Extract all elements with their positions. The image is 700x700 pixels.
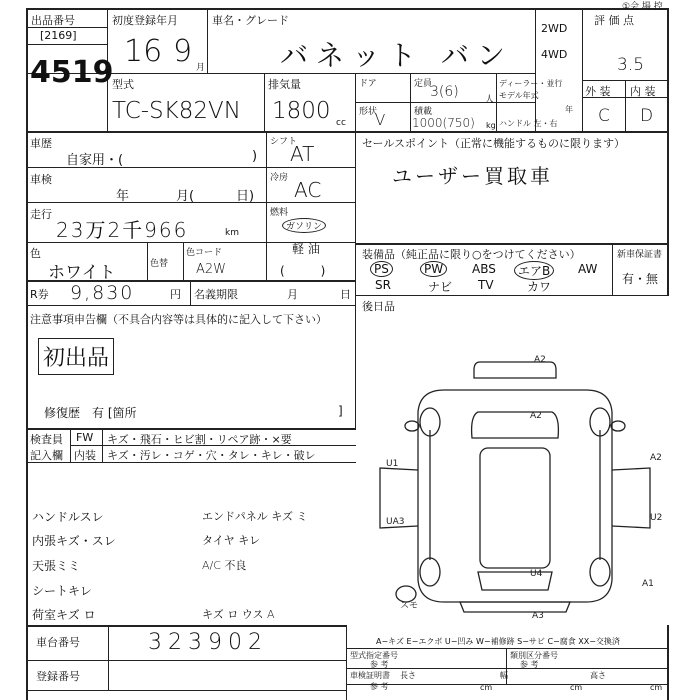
reg-expire-month: 月: [287, 288, 298, 301]
fuel-gasoline: ガソリン: [282, 218, 326, 233]
mark-a1: A1: [642, 579, 654, 589]
chassis-label: 車台番号: [36, 636, 80, 649]
notes-stamp: 初出品: [38, 338, 114, 375]
height-label: 高さ: [590, 671, 606, 680]
reg-label: 初度登録年月: [112, 14, 178, 27]
mark-a3: A3: [532, 611, 544, 621]
equip-aw: AW: [578, 262, 598, 276]
postdate-label: 後日品: [362, 300, 395, 313]
score-label: 評 価 点: [594, 14, 634, 27]
shift-value: AT: [290, 142, 315, 166]
drive-2wd: 2WD: [541, 22, 568, 35]
shift-label: シフト: [270, 137, 298, 147]
notes-label: 注意事項申告欄（不具合内容等は具体的に記入して下さい）: [30, 313, 327, 326]
disp-label: 排気量: [268, 78, 301, 91]
note-5: 荷室キズ ロ: [32, 608, 96, 622]
fw-label: FW: [76, 431, 94, 444]
fw-text: キズ・飛石・ヒビ割・リペア跡・×要: [107, 433, 292, 446]
type-cert-label: 型式指定番号: [350, 651, 398, 660]
mark-u4: U4: [530, 569, 543, 579]
width-label: 幅: [500, 671, 508, 680]
recycle-label: R券: [30, 288, 49, 301]
veh-label: 車検証明書: [350, 671, 390, 680]
height-cm: cm: [650, 683, 663, 692]
ac-label: 冷房: [270, 173, 289, 183]
door-label: ドア: [359, 79, 377, 89]
int-insp-text: キズ・汚レ・コゲ・穴・タレ・キレ・破レ: [107, 449, 316, 462]
note-4: シートキレ: [32, 584, 92, 598]
history-value: 自家用・(: [66, 153, 124, 168]
width-cm: cm: [570, 683, 583, 692]
equip-pw: PW: [420, 261, 447, 277]
inspect-label: 車検: [30, 173, 52, 186]
int-insp-label: 内装: [74, 449, 96, 462]
history-label: 車歴: [30, 137, 52, 150]
inspect-year: 年: [116, 189, 130, 204]
reg-year: 16: [124, 34, 163, 69]
color-code-label: 色コード: [186, 248, 223, 258]
recycle-value: 9,830: [70, 282, 135, 304]
ac-value: AC: [294, 178, 322, 202]
mark-u2: U2: [650, 513, 663, 523]
shape-value: V: [375, 111, 386, 129]
cap-value: 3(6): [430, 84, 459, 100]
lot-sub: [2169]: [40, 29, 77, 42]
inspect-day: 日): [236, 189, 255, 204]
disp-unit: cc: [336, 118, 346, 128]
recycle-unit: 円: [170, 288, 181, 301]
equip-abs: ABS: [472, 262, 496, 276]
year-unit: 年: [565, 105, 573, 114]
fuel-other: ( ): [280, 264, 326, 278]
reg-month-unit: 月: [196, 63, 206, 73]
mileage-value: 23万2千966: [56, 218, 189, 242]
color-change: 色替: [150, 259, 169, 269]
inspector-label-2: 記入欄: [30, 449, 63, 462]
equip-airbag: エアB: [514, 261, 554, 280]
top-right-label: ①会 場 控: [622, 2, 663, 12]
lot-number: 4519: [30, 55, 114, 90]
note-2: 内張キズ・スレ: [32, 534, 116, 548]
int-value: D: [640, 106, 654, 126]
handle-label: ハンドル 左・右: [499, 119, 558, 128]
color-value: ホワイト: [48, 263, 116, 283]
load-unit: kg: [486, 121, 496, 130]
sales-label: セールスポイント（正常に機能するものに限ります）: [362, 137, 626, 150]
equip-sr: SR: [375, 278, 391, 292]
drive-4wd: 4WD: [541, 48, 568, 61]
cap-unit: 人: [485, 95, 495, 105]
equip-leather: カワ: [527, 280, 552, 294]
equip-tv: TV: [478, 278, 494, 292]
repair-close: ]: [338, 404, 343, 418]
mark-a2-right: A2: [650, 453, 662, 463]
score-value: 3.5: [617, 55, 645, 75]
note-right-2: タイヤ キレ: [202, 534, 261, 547]
name-value: バネット バン: [280, 39, 513, 72]
lot-label: 出品番号: [31, 14, 75, 27]
color-label: 色: [30, 247, 41, 260]
inspect-month: 月(: [176, 189, 195, 204]
fuel-diesel: 軽 油: [292, 242, 320, 256]
ext-value: C: [598, 106, 610, 126]
name-label: 車名・グレード: [212, 14, 289, 27]
note-right-5: キズ ロ ウス A: [202, 608, 275, 621]
color-code-value: A2W: [196, 262, 227, 277]
length-label: 長さ: [400, 671, 416, 680]
mileage-label: 走行: [30, 208, 52, 221]
ext-label: 外 装: [585, 85, 611, 98]
veh-ref: 参 考: [370, 682, 389, 691]
repair-label: 修復歴 有 [箇所: [44, 406, 137, 420]
cat-ref: 参 考: [520, 660, 539, 669]
history-close: ): [252, 149, 258, 164]
note-right-3: A/C 不良: [202, 559, 247, 572]
type-cert-ref: 参 考: [370, 660, 389, 669]
mark-u1: U1: [386, 459, 399, 469]
car-damage-diagram: [360, 350, 668, 622]
fuel-label: 燃料: [270, 208, 289, 218]
equip-ps: PS: [370, 261, 393, 277]
note-right-1: エンドパネル キズ ミ: [202, 510, 308, 523]
shape-label: 形状: [359, 107, 378, 117]
mileage-unit: km: [225, 228, 239, 238]
cap-label: 定員: [414, 79, 433, 89]
equipment-label: 装備品（純正品に限り○をつけてください）: [362, 248, 581, 261]
equip-navi: ナビ: [428, 280, 453, 294]
cat-label: 類別区分番号: [510, 651, 558, 660]
model-year-label: モデル年式: [499, 91, 539, 100]
model-label: 型式: [112, 78, 134, 91]
note-1: ハンドルスレ: [32, 510, 104, 524]
length-cm: cm: [480, 683, 493, 692]
reg-expire-label: 名義期限: [194, 288, 238, 301]
dealer-label: ディーラー・並行: [499, 79, 563, 88]
regno-label: 登録番号: [36, 670, 80, 683]
reg-month: 9: [173, 34, 193, 69]
mark-smoke: スモ: [400, 601, 419, 611]
reg-expire-day: 日: [340, 288, 351, 301]
sales-value: ユーザー買取車: [392, 164, 553, 188]
model-value: TC-SK82VN: [112, 98, 241, 124]
inspector-label-1: 検査員: [30, 433, 63, 446]
disp-value: 1800: [272, 98, 331, 124]
load-label: 積載: [414, 107, 433, 117]
damage-legend: A−キズ E−エクボ U−凹み W−補修跡 S−サビ C−腐食 XX−交換済: [376, 637, 620, 646]
int-label: 内 装: [630, 85, 656, 98]
mark-ua3: UA3: [386, 517, 405, 527]
mark-a2-hood: A2: [530, 411, 542, 421]
mark-a2-bumper: A2: [534, 355, 546, 365]
warranty-value: 有・無: [622, 272, 659, 286]
chassis-value: 323902: [148, 630, 268, 655]
load-value: 1000(750): [412, 116, 475, 130]
warranty-label: 新車保証書: [617, 250, 663, 260]
note-3: 天張ミミ: [32, 559, 81, 573]
